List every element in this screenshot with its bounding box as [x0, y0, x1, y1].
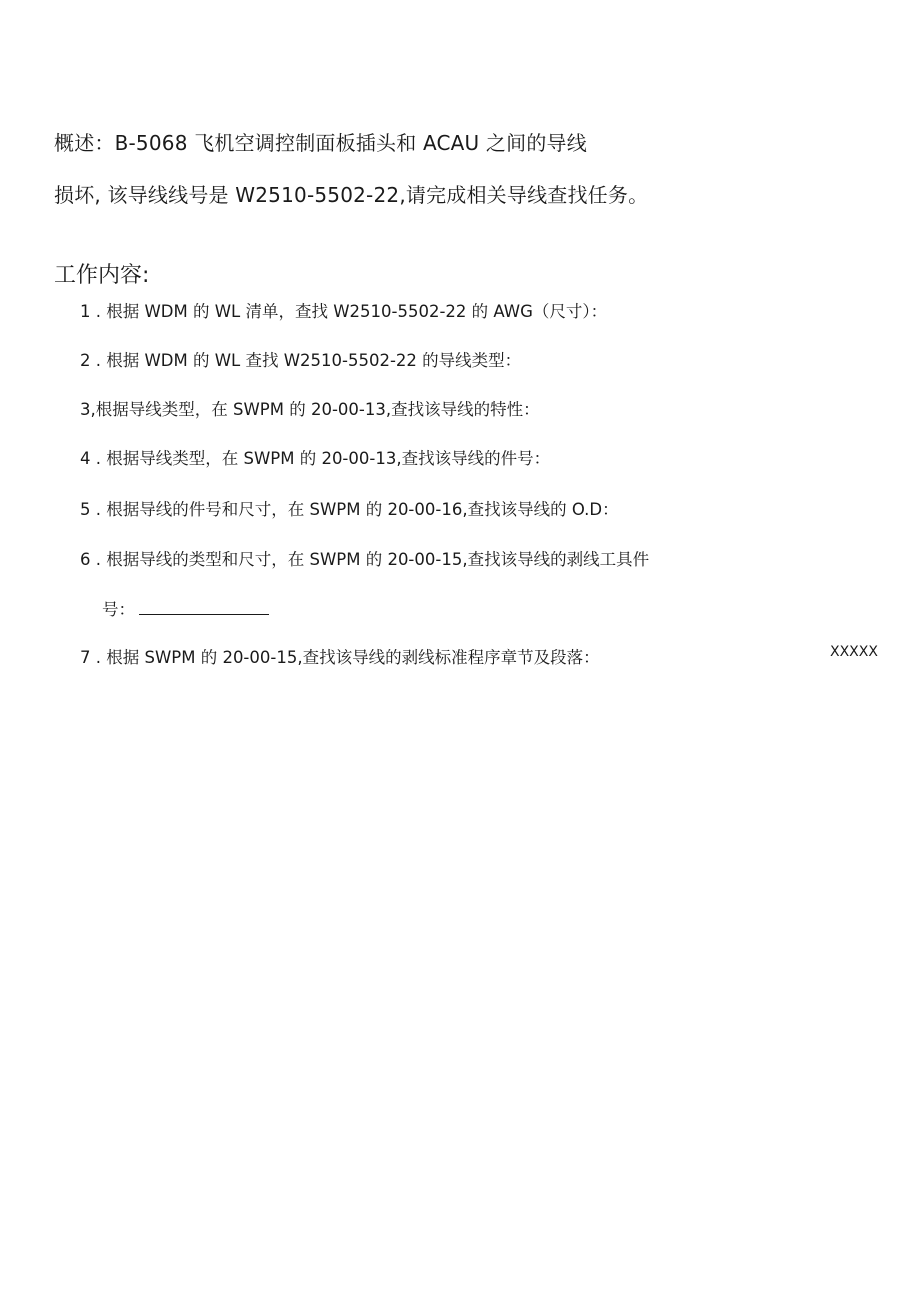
task-item-6: 6 . 根据导线的类型和尺寸，在 SWPM 的 20-00-15,查找该导线的剥线工具件: [80, 550, 650, 569]
task-item-6-continuation: [102, 600, 269, 619]
task-item-5: 5 . 根据导线的件号和尺寸，在 SWPM 的 20-00-16,查找该导线的 O.D：: [80, 500, 619, 519]
task-item-7: 7 . 根据 SWPM 的 20-00-15,查找该导线的剥线标准程序章节及段落：: [80, 648, 600, 667]
task-item-3: 3,根据导线类型，在 SWPM 的 20-00-13,查找该导线的特性：: [80, 400, 540, 419]
work-content-heading: 工作内容:: [54, 263, 150, 288]
task-item-4: 4 . 根据导线类型，在 SWPM 的 20-00-13,查找该导线的件号：: [80, 449, 551, 468]
task-item-1: 1 . 根据 WDM 的 WL 清单，查找 W2510-5502-22 的 AWG（尺寸）：: [80, 302, 608, 321]
overview-line-1: 概述：B-5068 飞机空调控制面板插头和 ACAU 之间的导线: [54, 131, 587, 155]
task-item-2: 2 . 根据 WDM 的 WL 查找 W2510-5502-22 的导线类型：: [80, 351, 522, 370]
answer-blank-line: [139, 600, 269, 615]
overview-line-2: 损坏, 该导线线号是 W2510-5502-22,请完成相关导线查找任务。: [54, 183, 649, 207]
corner-mark: XXXXX: [830, 644, 878, 660]
task-item-6-continuation-text: 号：: [102, 600, 135, 619]
